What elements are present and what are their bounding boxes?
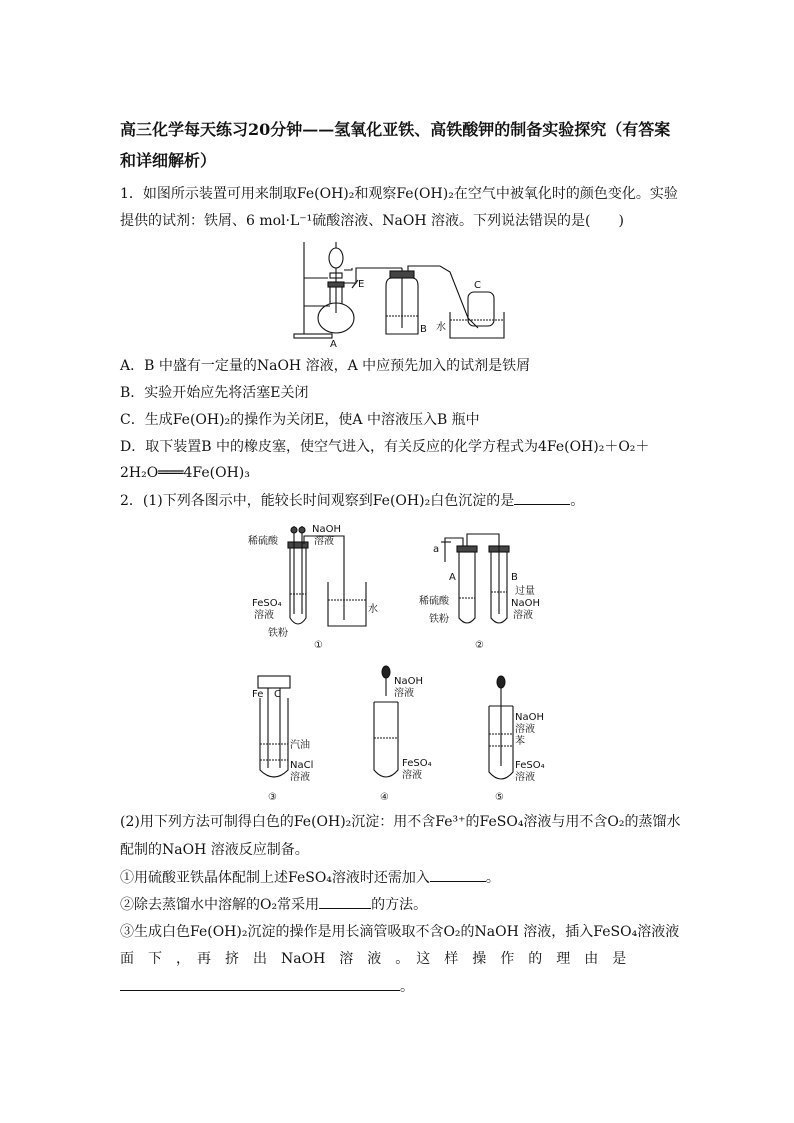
q2-sub1-text: ①用硫酸亚铁晶体配制上述FeSO₄溶液时还需加入	[120, 870, 430, 886]
q2-part2-line2: 配制的NaOH 溶液反应制备。	[120, 842, 309, 858]
q2-part2-line1: (2)用下列方法可制得白色的Fe(OH)₂沉淀：用不含Fe³⁺的FeSO₄溶液与用不含O₂的蒸馏水	[120, 814, 681, 830]
q2-part1-stem	[120, 490, 584, 511]
q1-option-d: D．取下装置B 中的橡皮塞，使空气进入，有关反应的化学方程式为4Fe(OH)₂＋O₂＋	[120, 439, 650, 455]
answer-blank-3[interactable]	[319, 894, 371, 909]
fig3-nacl: NaCl	[290, 760, 314, 771]
fig5-benzene: 苯	[515, 736, 525, 747]
fig2-a: a	[433, 544, 440, 555]
q1-stem-line1: 1．如图所示装置可用来制取Fe(OH)₂和观察Fe(OH)₂在空气中被氧化时的颜色变化。实验	[120, 186, 678, 202]
fig2-num: ②	[475, 640, 484, 651]
answer-blank-4[interactable]	[120, 976, 400, 991]
q2-figure-3	[248, 672, 328, 804]
fig3-nacl-2: 溶液	[290, 772, 310, 783]
fig3-fe: Fe	[252, 689, 264, 700]
label-water: 水	[436, 322, 446, 333]
q2-sub1	[120, 867, 500, 888]
fig1-num: ①	[314, 640, 323, 651]
fig1-feso4: FeSO₄	[252, 598, 282, 609]
q2-sub3-line3	[120, 976, 414, 997]
fig5-num: ⑤	[495, 792, 504, 803]
fig4-feso4: FeSO₄	[402, 758, 432, 769]
q1-option-a: A．B 中盛有一定量的NaOH 溶液，A 中应预先加入的试剂是铁屑	[120, 358, 531, 374]
q2-figure-2	[415, 522, 555, 654]
fig1-acid: 稀硫酸	[248, 536, 278, 547]
fig1-naoh: NaOH	[312, 524, 341, 535]
fig1-fe: 铁粉	[268, 628, 288, 639]
fig2-naoh: NaOH	[511, 598, 540, 609]
fig2-A: A	[449, 572, 456, 583]
q2-sub2-text: ②除去蒸馏水中溶解的O₂常采用	[120, 897, 320, 913]
q2-sub3-line1: ③生成白色Fe(OH)₂沉淀的操作是用长滴管吸取不含O₂的NaOH 溶液，插入FeSO₄溶液液	[120, 924, 680, 940]
fig5-feso4: FeSO₄	[515, 760, 545, 771]
q2-figure-5	[485, 672, 565, 804]
q2-figure-4	[366, 662, 446, 804]
fig3-c: C	[274, 689, 281, 700]
q2-sub2	[120, 894, 427, 915]
fig1-naoh-2: 溶液	[314, 536, 334, 547]
fig2-acid: 稀硫酸	[419, 596, 449, 607]
q2-sub3-line2: 面 下 ， 再 挤 出 NaOH 溶 液 。 这 样 操 作 的 理 由 是	[120, 951, 627, 967]
page-title: 高三化学每天练习20分钟——氢氧化亚铁、高铁酸钾的制备实验探究（有答案	[120, 120, 671, 139]
q2-sub2-end: 的方法。	[371, 897, 428, 913]
fig3-num: ③	[268, 792, 277, 803]
q2-part1-end: 。	[570, 493, 585, 509]
q2-part1-text: 2．(1)下列各图示中，能较长时间观察到Fe(OH)₂白色沉淀的是	[120, 493, 515, 509]
label-A: A	[330, 339, 337, 350]
q2-sub3-end: 。	[400, 979, 414, 995]
fig3-oil: 汽油	[290, 740, 310, 751]
answer-blank-2[interactable]	[430, 867, 486, 882]
label-B: B	[420, 324, 427, 335]
fig5-naoh: NaOH	[515, 712, 544, 723]
q1-stem-line2: 提供的试剂：铁屑、6 mol·L⁻¹硫酸溶液、NaOH 溶液。下列说法错误的是( )	[120, 213, 624, 229]
answer-blank-1[interactable]	[514, 490, 570, 505]
q2-figure-1	[248, 522, 388, 654]
fig4-num: ④	[380, 792, 389, 803]
q1-apparatus-figure	[290, 238, 510, 350]
q1-option-c: C．生成Fe(OH)₂的操作为关闭E，使A 中溶液压入B 瓶中	[120, 412, 480, 428]
fig2-solution: 溶液	[513, 610, 533, 621]
fig2-B: B	[511, 572, 518, 583]
fig5-feso4-2: 溶液	[515, 772, 535, 783]
page-title-cont: 和详细解析）	[120, 151, 217, 170]
fig1-feso4-2: 溶液	[254, 610, 274, 621]
fig4-naoh: NaOH	[394, 676, 423, 687]
fig1-water: 水	[368, 604, 378, 615]
q1-option-b: B．实验开始应先将活塞E关闭	[120, 385, 309, 401]
fig4-feso4-2: 溶液	[402, 770, 422, 781]
label-C: C	[474, 280, 481, 291]
fig5-naoh-2: 溶液	[515, 724, 535, 735]
fig2-excess: 过量	[515, 586, 535, 597]
q2-sub1-end: 。	[485, 870, 500, 886]
fig2-fe: 铁粉	[429, 614, 449, 625]
fig4-naoh-2: 溶液	[394, 688, 414, 699]
q1-option-d-cont: 2H₂O═══4Fe(OH)₃	[120, 465, 250, 481]
label-E: E	[358, 279, 365, 290]
